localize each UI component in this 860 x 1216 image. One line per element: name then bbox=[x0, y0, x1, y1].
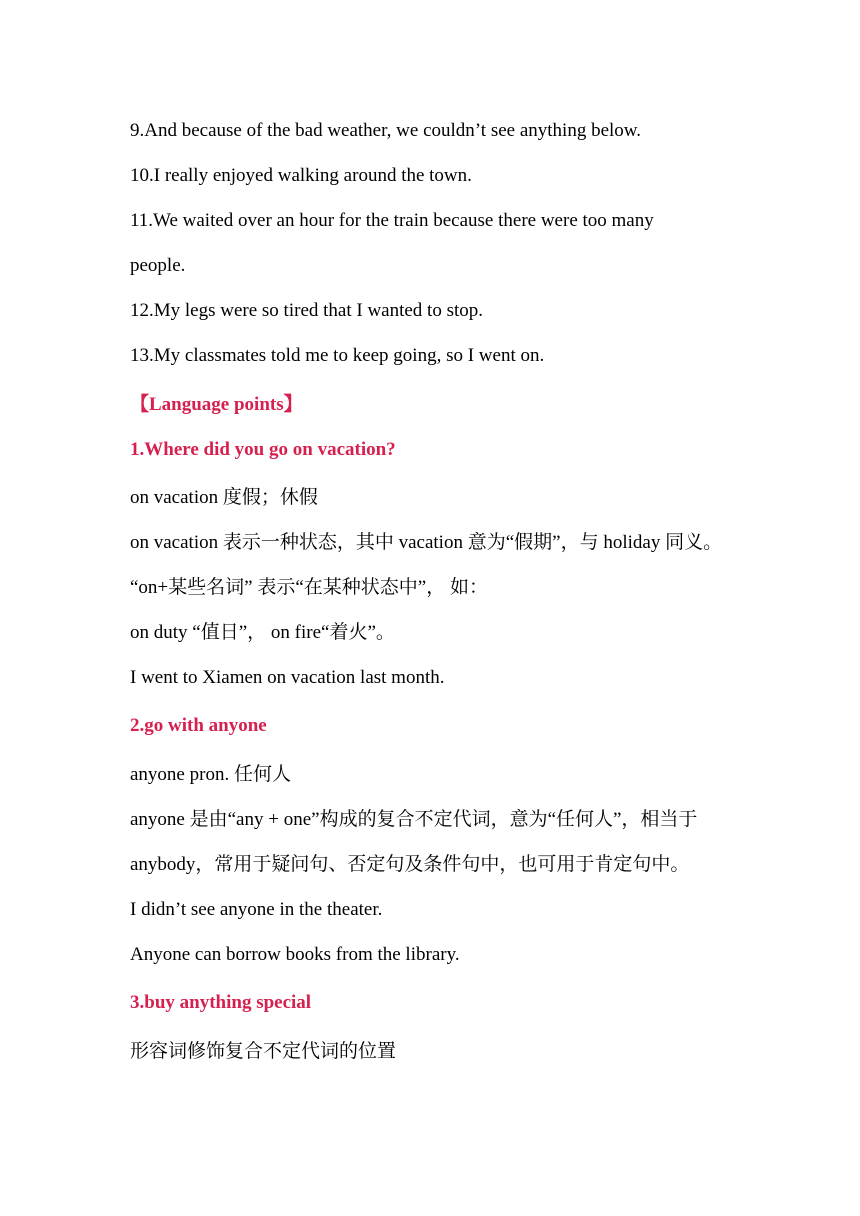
point-2-example: Anyone can borrow books from the library. bbox=[130, 944, 460, 965]
point-2-example: I didn’t see anyone in the theater. bbox=[130, 899, 383, 920]
point-1-line: “on+某些名词” 表示“在某种状态中”， 如： bbox=[130, 577, 488, 598]
point-3-title: 3.buy anything special bbox=[130, 992, 312, 1013]
sentence-9: 9.And because of the bad weather, we couldn’t see anything below. bbox=[130, 120, 642, 141]
point-2-line: anybody，常用于疑问句、否定句及条件句中，也可用于肯定句中。 bbox=[130, 854, 690, 875]
sentence-10: 10.I really enjoyed walking around the town. bbox=[130, 165, 472, 186]
section-heading: 【Language points】 bbox=[130, 394, 303, 415]
sentence-13: 13.My classmates told me to keep going, so I went on. bbox=[130, 345, 545, 366]
point-1-line: on vacation 表示一种状态，其中 vacation 意为“假期”，与 holiday 同义。 bbox=[130, 532, 723, 553]
point-1-title: 1.Where did you go on vacation? bbox=[130, 439, 396, 460]
point-2-title: 2.go with anyone bbox=[130, 715, 267, 736]
point-1-line: on duty “值日”， on fire“着火”。 bbox=[130, 622, 395, 643]
point-1-line: on vacation 度假；休假 bbox=[130, 487, 318, 508]
sentence-11-continued: people. bbox=[130, 255, 186, 276]
point-1-example: I went to Xiamen on vacation last month. bbox=[130, 667, 445, 688]
sentence-12: 12.My legs were so tired that I wanted to stop. bbox=[130, 300, 484, 321]
sentence-11: 11.We waited over an hour for the train because there were too many bbox=[130, 210, 654, 231]
point-2-line: anyone pron. 任何人 bbox=[130, 764, 291, 785]
point-2-line: anyone 是由“any + one”构成的复合不定代词，意为“任何人”，相当于 bbox=[130, 809, 698, 830]
point-3-line: 形容词修饰复合不定代词的位置 bbox=[130, 1041, 397, 1062]
